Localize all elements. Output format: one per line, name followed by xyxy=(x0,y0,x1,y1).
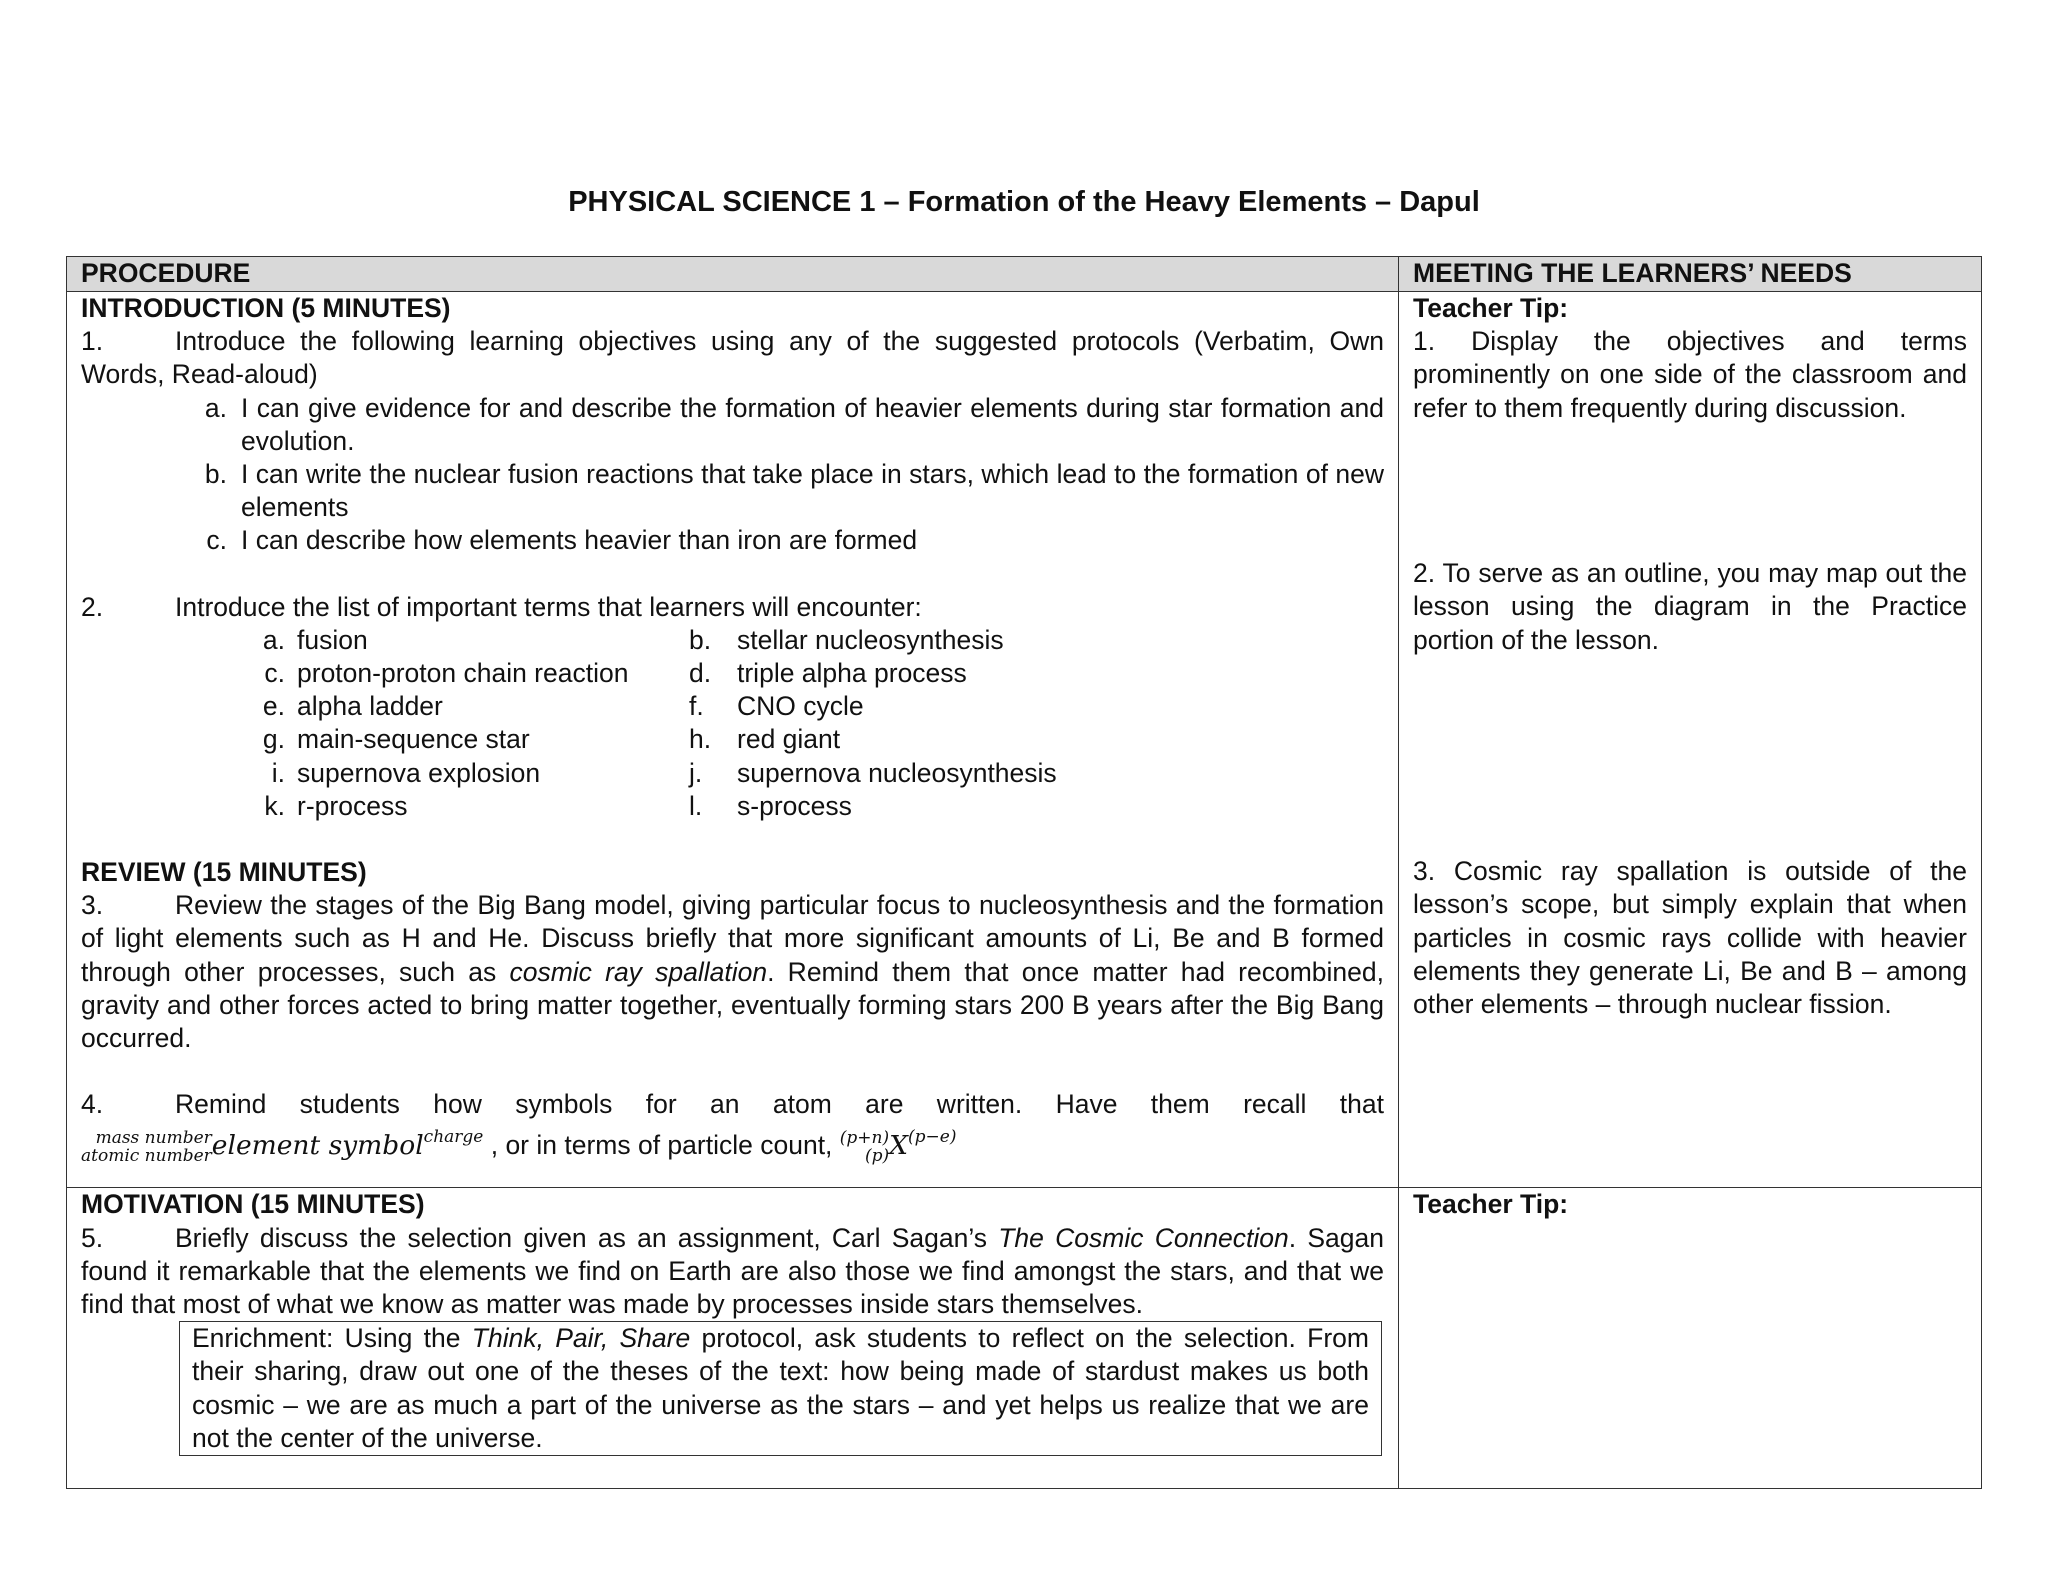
term-item: main-sequence star xyxy=(297,724,530,755)
term-item: fusion xyxy=(297,624,368,655)
term-item: supernova explosion xyxy=(297,757,541,788)
term-item: CNO cycle xyxy=(737,691,864,722)
procedure-cell-2 xyxy=(67,1188,1399,1489)
procedure-cell-1 xyxy=(67,292,1399,1188)
terms-list: a. fusion b. stellar nucleosynthesis c. proton-proton chain reaction d. triple alpha process e. alpha ladder f. CNO cycle g. main-sequence star h. red giant i. supernova explosion j. supernova nucleosynthesis k. r-process l. s-process xyxy=(237,624,1384,823)
term-item: triple alpha process xyxy=(737,658,967,689)
item-2-number: 2. xyxy=(81,591,104,622)
page-title: PHYSICAL SCIENCE 1 – Formation of the Heavy Elements – Dapul xyxy=(568,186,1480,218)
teacher-tip-heading-2: Teacher Tip: xyxy=(1413,1189,1569,1220)
procedure-row-1 xyxy=(67,292,1982,1188)
term-item: s-process xyxy=(737,790,852,821)
tip-1: 1. Display the objectives and terms prominently on one side of the classroom and refer to them frequently during discussion. xyxy=(1413,326,1967,423)
item-3: 3. Review the stages of the Big Bang model, giving particular focus to nucleosynthesis and the formation of light elements such as H and He. Discuss briefly that more significant amounts of Li, Be and B formed through other processes, such as cosmic ray spallation. Remind them that once matter had recombined, gravity and other forces acted to bring matter together, eventually forming stars 200 B years after the Big Bang occurred. xyxy=(81,890,1384,1054)
introduction-heading: INTRODUCTION (5 MINUTES) xyxy=(81,293,451,323)
tip-2: 2. To serve as an outline, you may map out the lesson using the diagram in the Practice portion of the lesson. xyxy=(1413,558,1967,655)
objective-a: a. I can give evidence for and describe the formation of heavier elements during star formation and evolution. xyxy=(204,392,1384,456)
term-item: supernova nucleosynthesis xyxy=(737,757,1057,788)
enrichment-box: Enrichment: Using the Think, Pair, Share protocol, ask students to reflect on the selection. From their sharing, draw out one of the theses of the text: how being made of stardust makes us both cosmic – we are as much a part of the universe as the stars – and yet helps us realize that we are not the center of the universe. xyxy=(179,1321,1382,1456)
item-1-number: 1. xyxy=(81,326,104,357)
tips-cell-1 xyxy=(1399,292,1982,1188)
equation-2-indices: (p+n) (p) xyxy=(839,1128,890,1167)
item-4: 4. Remind students how symbols for an atom are written. Have them recall that xyxy=(81,1089,1384,1120)
tip-3: 3. Cosmic ray spallation is outside of the lesson’s scope, but simply explain that when particles in cosmic rays collide with heavier elements they generate Li, Be and B – among other elements – through nuclear fission. xyxy=(1413,856,1967,1020)
learners-needs-header: MEETING THE LEARNERS’ NEEDS xyxy=(1399,257,1982,292)
objective-b: b. I can write the nuclear fusion reactions that take place in stars, which lead to the formation of new elements xyxy=(204,459,1384,523)
equation-1-indices: mass number atomic number xyxy=(81,1128,212,1167)
procedure-header: PROCEDURE xyxy=(67,257,1399,292)
item-2-text: Introduce the list of important terms that learners will encounter: xyxy=(175,591,922,622)
term-item: red giant xyxy=(737,724,841,755)
objective-c: c. I can describe how elements heavier than iron are formed xyxy=(206,525,918,556)
term-item: stellar nucleosynthesis xyxy=(737,624,1004,655)
motivation-heading: MOTIVATION (15 MINUTES) xyxy=(81,1189,425,1220)
item-1-text: Introduce the following learning objectives using any of the suggested protocols (Verbatim, Own Words, Read-aloud) xyxy=(81,326,1384,390)
teacher-tip-heading: Teacher Tip: xyxy=(1413,293,1569,323)
tips-cell-2 xyxy=(1399,1188,1982,1489)
procedure-row-2 xyxy=(67,1188,1982,1489)
item-2 xyxy=(81,591,1384,624)
lesson-plan-table xyxy=(66,256,1982,1489)
table-header-row xyxy=(67,257,1982,292)
item-5: 5. Briefly discuss the selection given as an assignment, Carl Sagan’s The Cosmic Connection. Sagan found it remarkable that the elements we find on Earth are also those we find amongst the stars, and that we find that most of what we know as matter was made by processes inside stars themselves. xyxy=(81,1222,1384,1320)
item-1 xyxy=(81,325,1384,391)
atom-notation: mass number atomic number element symbol$^{charge}$ , or in terms of particle count, (p+n) (p) $X^{(p-e)}$ xyxy=(81,1127,957,1167)
term-item: alpha ladder xyxy=(297,691,443,722)
term-item: proton-proton chain reaction xyxy=(297,658,629,689)
review-heading: REVIEW (15 MINUTES) xyxy=(81,857,367,888)
term-item: r-process xyxy=(297,790,408,821)
